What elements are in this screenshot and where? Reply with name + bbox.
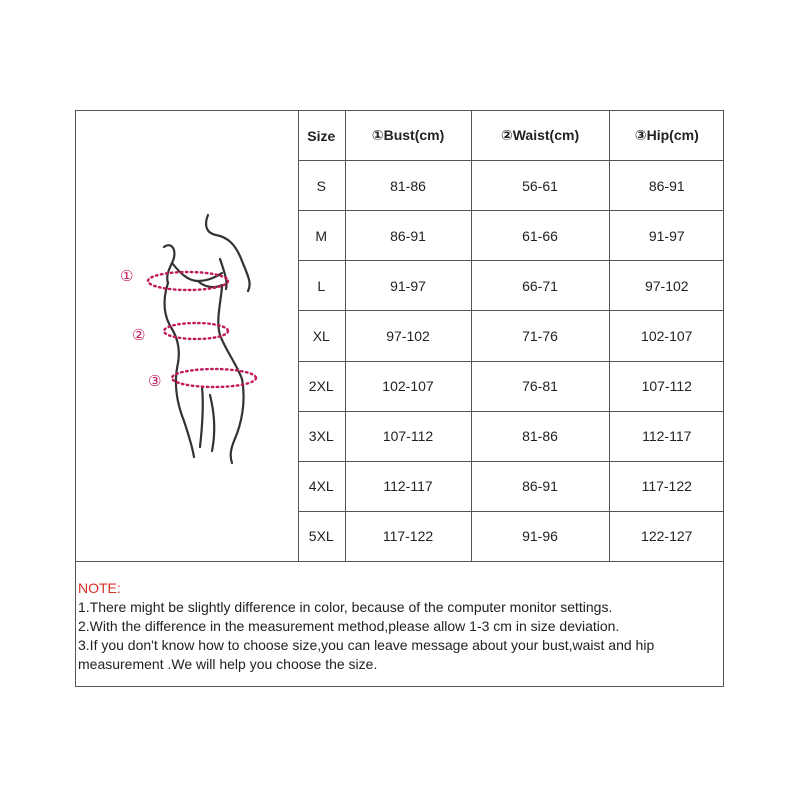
waist-cell: 76-81: [471, 361, 609, 411]
waist-cell: 66-71: [471, 261, 609, 311]
hip-measure-loop: [172, 369, 256, 387]
hip-cell: 112-117: [609, 411, 724, 461]
bust-marker: ①: [120, 267, 134, 285]
waist-marker: ②: [132, 326, 146, 344]
table-row: [298, 161, 724, 211]
size-cell: 3XL: [298, 411, 345, 461]
waist-cell: 86-91: [471, 461, 609, 511]
hip-cell: 86-91: [609, 161, 724, 211]
waist-cell: 71-76: [471, 311, 609, 361]
body-outline-icon: [164, 215, 250, 463]
header-hip: ③Hip(cm): [609, 111, 724, 161]
bust-cell: 117-122: [345, 511, 471, 561]
body-figure-cell: [76, 111, 299, 561]
bust-measure-loop: [148, 272, 228, 290]
size-cell: 5XL: [298, 511, 345, 561]
bust-cell: 81-86: [345, 161, 471, 211]
table-row: [298, 361, 724, 411]
bust-cell: 102-107: [345, 361, 471, 411]
table-row: [298, 211, 724, 261]
table-row: [298, 261, 724, 311]
waist-cell: 81-86: [471, 411, 609, 461]
header-waist: ②Waist(cm): [471, 111, 609, 161]
hip-cell: 102-107: [609, 311, 724, 361]
body-outline-illustration: [76, 111, 299, 561]
size-cell: XL: [298, 311, 345, 361]
table-row: [298, 511, 724, 561]
note-line-1: 1.There might be slightly difference in color, because of the computer monitor settings.: [78, 599, 613, 615]
note-title: NOTE:: [78, 580, 121, 596]
hip-cell: 97-102: [609, 261, 724, 311]
hip-marker: ③: [148, 372, 162, 390]
hip-cell: 122-127: [609, 511, 724, 561]
bust-cell: 107-112: [345, 411, 471, 461]
header-bust: ①Bust(cm): [345, 111, 471, 161]
notes-section: [76, 561, 723, 687]
table-row: [298, 411, 724, 461]
waist-cell: 56-61: [471, 161, 609, 211]
note-line-3: 3.If you don't know how to choose size,you can leave message about your bust,waist and hip measurement .We will help you choose the size.: [78, 637, 655, 672]
size-cell: M: [298, 211, 345, 261]
hip-cell: 117-122: [609, 461, 724, 511]
table-header-row: [298, 111, 724, 161]
size-cell: 4XL: [298, 461, 345, 511]
table-row: [298, 461, 724, 511]
waist-cell: 61-66: [471, 211, 609, 261]
size-cell: S: [298, 161, 345, 211]
size-cell: 2XL: [298, 361, 345, 411]
hip-cell: 91-97: [609, 211, 724, 261]
table-row: [298, 311, 724, 361]
hip-cell: 107-112: [609, 361, 724, 411]
size-table: [298, 111, 724, 562]
waist-cell: 91-96: [471, 511, 609, 561]
size-cell: L: [298, 261, 345, 311]
size-chart-frame: [75, 110, 724, 687]
header-size: Size: [298, 111, 345, 161]
bust-cell: 86-91: [345, 211, 471, 261]
bust-cell: 91-97: [345, 261, 471, 311]
bust-cell: 112-117: [345, 461, 471, 511]
note-line-2: 2.With the difference in the measurement method,please allow 1-3 cm in size deviation.: [78, 618, 620, 634]
bust-cell: 97-102: [345, 311, 471, 361]
